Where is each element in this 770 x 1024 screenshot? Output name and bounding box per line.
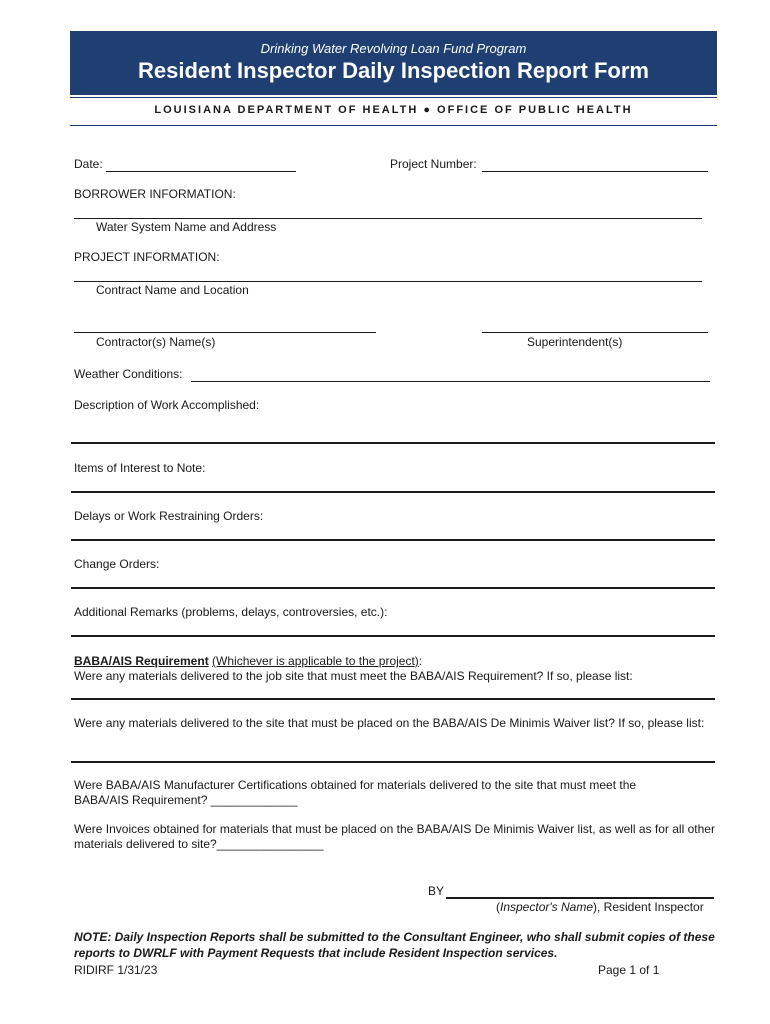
header-banner <box>70 31 717 95</box>
page-number: Page 1 of 1 <box>598 963 660 977</box>
form-title: Resident Inspector Daily Inspection Report Form <box>138 58 649 83</box>
baba-question-4: Were Invoices obtained for materials that must be placed on the BABA/AIS De Minimis Waiver list, as well as for all other materials delivered to site?________________ <box>74 822 715 851</box>
contractors-field[interactable] <box>74 332 376 333</box>
inspector-name-label: Inspector's Name <box>500 900 593 914</box>
program-name: Drinking Water Revolving Loan Fund Program <box>260 41 527 56</box>
water-system-label: Water System Name and Address <box>96 220 277 234</box>
work-description-field[interactable] <box>71 442 715 444</box>
header-rule-bottom <box>70 125 717 126</box>
form-id: RIDIRF 1/31/23 <box>74 963 158 977</box>
header-rule-top <box>70 97 717 98</box>
baba-heading: BABA/AIS Requirement <box>74 654 209 668</box>
superintendent-label: Superintendent(s) <box>527 335 623 349</box>
interest-field[interactable] <box>71 491 715 493</box>
remarks-label: Additional Remarks (problems, delays, controversies, etc.): <box>74 605 388 619</box>
submission-note: NOTE: Daily Inspection Reports shall be submitted to the Consultant Engineer, who shall submit copies of these reports to DWRLF with Payment Requests that include Resident Inspection services. <box>74 930 715 960</box>
baba-question-1: Were any materials delivered to the job site that must meet the BABA/AIS Requirement? If so, please list: <box>74 669 633 683</box>
department-name: LOUISIANA DEPARTMENT OF HEALTH ● OFFICE OF PUBLIC HEALTH <box>154 104 633 116</box>
project-info-heading: PROJECT INFORMATION: <box>74 250 220 264</box>
date-field[interactable] <box>106 171 296 172</box>
interest-label: Items of Interest to Note: <box>74 461 206 475</box>
work-description-label: Description of Work Accomplished: <box>74 398 260 412</box>
date-label: Date: <box>74 157 103 171</box>
superintendent-field[interactable] <box>482 332 708 333</box>
project-number-field[interactable] <box>482 171 708 172</box>
contractors-label: Contractor(s) Name(s) <box>96 335 216 349</box>
water-system-field[interactable] <box>74 218 702 219</box>
signature-field[interactable] <box>446 897 714 899</box>
inspector-caption: (Inspector's Name), Resident Inspector <box>496 900 704 914</box>
contract-label: Contract Name and Location <box>96 283 249 297</box>
project-number-label: Project Number: <box>390 157 477 171</box>
by-label: BY <box>428 884 445 898</box>
baba-heading-note: (Whichever is applicable to the project) <box>212 654 419 668</box>
remarks-field[interactable] <box>71 635 715 637</box>
baba-question-3: Were BABA/AIS Manufacturer Certifications obtained for materials delivered to the site that must meet the BABA/AIS Requirement? _____________ <box>74 778 637 807</box>
baba-answer-2-field[interactable] <box>71 761 715 763</box>
baba-heading-colon: : <box>418 654 423 668</box>
change-orders-field[interactable] <box>71 587 715 589</box>
weather-label: Weather Conditions: <box>74 367 183 381</box>
baba-question-2: Were any materials delivered to the site that must be placed on the BABA/AIS De Minimis Waiver list? If so, please list: <box>74 716 705 730</box>
delays-field[interactable] <box>71 539 715 541</box>
resident-inspector-label: , Resident Inspector <box>597 900 704 914</box>
change-orders-label: Change Orders: <box>74 557 160 571</box>
baba-heading-row <box>74 654 422 669</box>
borrower-heading: BORROWER INFORMATION: <box>74 187 236 201</box>
delays-label: Delays or Work Restraining Orders: <box>74 509 264 523</box>
contract-field[interactable] <box>74 281 702 282</box>
baba-answer-1-field[interactable] <box>71 698 715 700</box>
weather-field[interactable] <box>191 381 710 382</box>
